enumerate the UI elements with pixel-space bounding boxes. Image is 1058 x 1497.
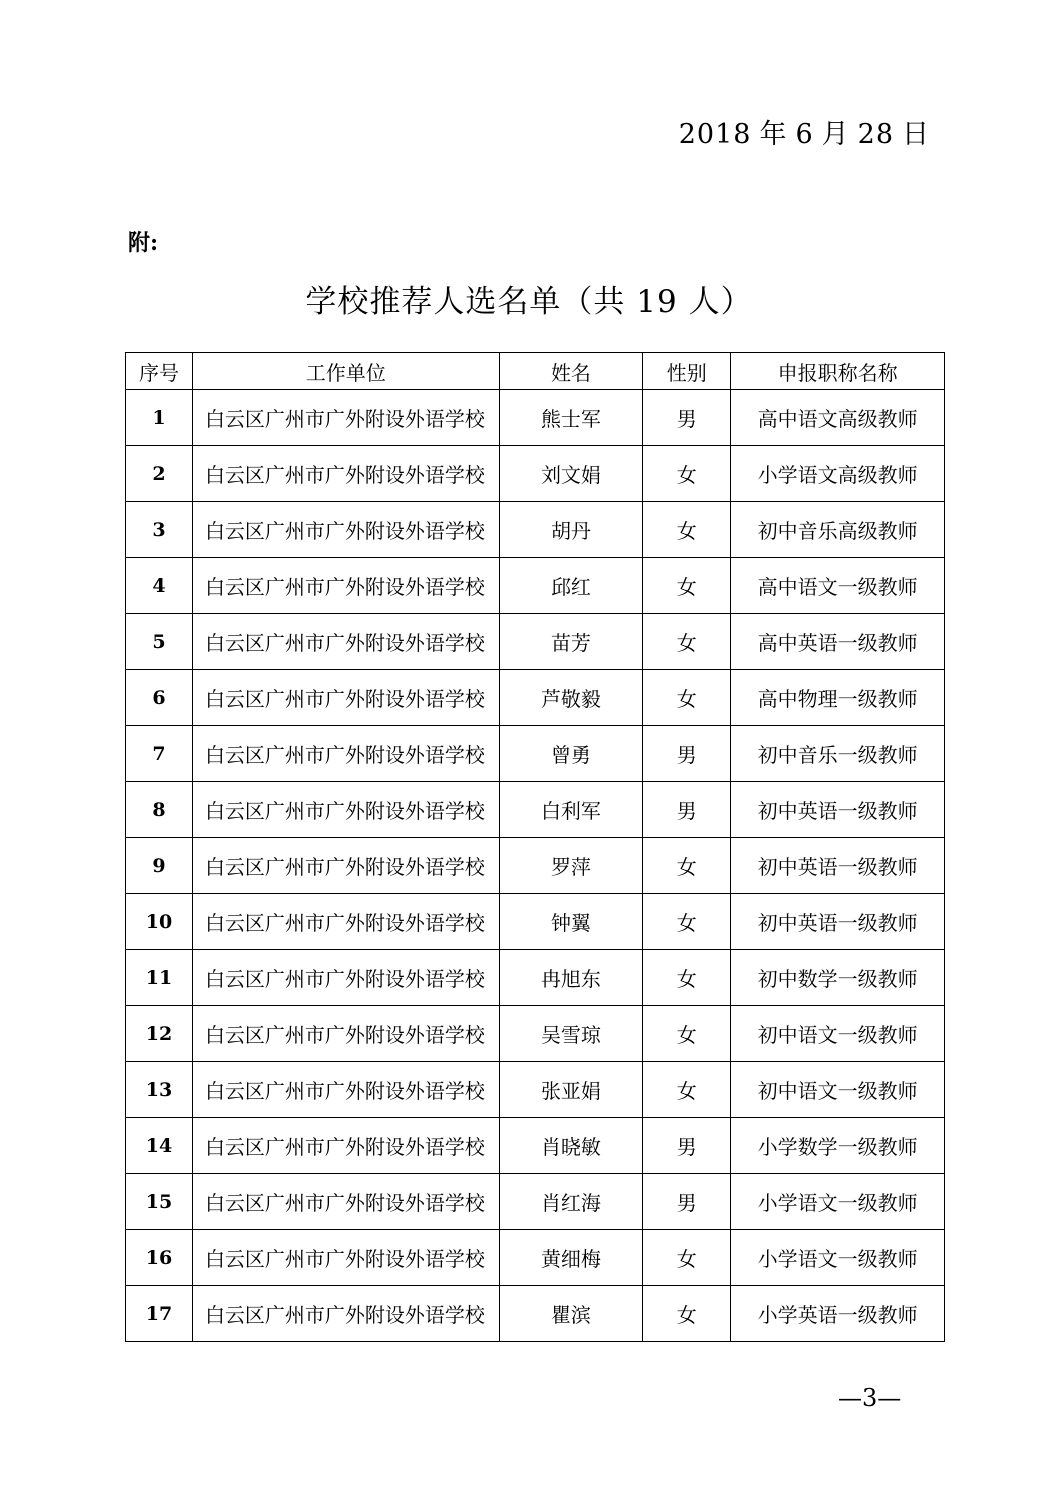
page-title: 学校推荐人选名单（共 19 人） (305, 284, 753, 320)
row-unit: 白云区广州市广外附设外语学校 (192, 782, 499, 838)
table-row (126, 894, 945, 950)
row-title: 高中语文高级教师 (731, 390, 945, 446)
row-title: 初中音乐一级教师 (731, 726, 945, 782)
row-index: 2 (126, 446, 193, 502)
row-index: 14 (126, 1118, 193, 1174)
attachment-label: 附: (128, 230, 159, 256)
row-gender: 女 (643, 950, 731, 1006)
row-unit: 白云区广州市广外附设外语学校 (192, 894, 499, 950)
date-month: 6 (795, 119, 814, 150)
row-index: 9 (126, 838, 193, 894)
table-row (126, 1174, 945, 1230)
row-name: 黄细梅 (499, 1230, 643, 1286)
table-row (126, 838, 945, 894)
table-row (126, 1062, 945, 1118)
row-name: 刘文娟 (499, 446, 643, 502)
row-gender: 男 (643, 390, 731, 446)
table-row (126, 1286, 945, 1342)
table-row (126, 614, 945, 670)
table-row (126, 1230, 945, 1286)
row-gender: 女 (643, 670, 731, 726)
table-row (126, 1006, 945, 1062)
row-gender: 男 (643, 1174, 731, 1230)
row-gender: 女 (643, 1230, 731, 1286)
table-row (126, 726, 945, 782)
header-unit: 工作单位 (192, 353, 499, 390)
table-row (126, 558, 945, 614)
row-index: 11 (126, 950, 193, 1006)
header-title: 申报职称名称 (731, 353, 945, 390)
row-title: 高中语文一级教师 (731, 558, 945, 614)
row-unit: 白云区广州市广外附设外语学校 (192, 1006, 499, 1062)
row-index: 17 (126, 1286, 193, 1342)
row-gender: 女 (643, 838, 731, 894)
row-index: 15 (126, 1174, 193, 1230)
row-title: 小学语文高级教师 (731, 446, 945, 502)
row-gender: 男 (643, 1118, 731, 1174)
header-name: 姓名 (499, 353, 643, 390)
row-index: 16 (126, 1230, 193, 1286)
row-name: 钟翼 (499, 894, 643, 950)
row-title: 高中物理一级教师 (731, 670, 945, 726)
row-title: 高中英语一级教师 (731, 614, 945, 670)
row-gender: 男 (643, 782, 731, 838)
table-row (126, 390, 945, 446)
row-name: 胡丹 (499, 502, 643, 558)
row-index: 4 (126, 558, 193, 614)
row-name: 芦敬毅 (499, 670, 643, 726)
row-index: 10 (126, 894, 193, 950)
row-index: 6 (126, 670, 193, 726)
row-index: 3 (126, 502, 193, 558)
row-gender: 女 (643, 1062, 731, 1118)
row-unit: 白云区广州市广外附设外语学校 (192, 670, 499, 726)
row-gender: 女 (643, 1006, 731, 1062)
row-gender: 女 (643, 614, 731, 670)
row-gender: 女 (643, 894, 731, 950)
row-name: 熊士军 (499, 390, 643, 446)
row-unit: 白云区广州市广外附设外语学校 (192, 390, 499, 446)
date-year-unit: 年 (759, 119, 788, 150)
row-index: 1 (126, 390, 193, 446)
row-gender: 女 (643, 1286, 731, 1342)
row-unit: 白云区广州市广外附设外语学校 (192, 1230, 499, 1286)
date-month-unit: 月 (821, 119, 850, 150)
row-name: 冉旭东 (499, 950, 643, 1006)
row-unit: 白云区广州市广外附设外语学校 (192, 838, 499, 894)
row-unit: 白云区广州市广外附设外语学校 (192, 1286, 499, 1342)
row-index: 13 (126, 1062, 193, 1118)
row-gender: 女 (643, 502, 731, 558)
row-gender: 女 (643, 446, 731, 502)
row-name: 白利军 (499, 782, 643, 838)
row-unit: 白云区广州市广外附设外语学校 (192, 1118, 499, 1174)
row-title: 初中语文一级教师 (731, 1062, 945, 1118)
row-gender: 女 (643, 558, 731, 614)
date-day: 28 (857, 119, 894, 150)
page-number: —3— (838, 1384, 902, 1412)
row-title: 初中语文一级教师 (731, 1006, 945, 1062)
row-title: 小学语文一级教师 (731, 1230, 945, 1286)
row-index: 12 (126, 1006, 193, 1062)
row-unit: 白云区广州市广外附设外语学校 (192, 614, 499, 670)
row-unit: 白云区广州市广外附设外语学校 (192, 950, 499, 1006)
table-header-row (126, 353, 945, 390)
row-index: 5 (126, 614, 193, 670)
row-index: 7 (126, 726, 193, 782)
row-name: 吴雪琼 (499, 1006, 643, 1062)
row-name: 肖红海 (499, 1174, 643, 1230)
row-unit: 白云区广州市广外附设外语学校 (192, 446, 499, 502)
table-row (126, 670, 945, 726)
row-unit: 白云区广州市广外附设外语学校 (192, 1174, 499, 1230)
row-title: 小学数学一级教师 (731, 1118, 945, 1174)
candidate-table (125, 352, 945, 1342)
row-unit: 白云区广州市广外附设外语学校 (192, 1062, 499, 1118)
header-index: 序号 (126, 353, 193, 390)
row-name: 曾勇 (499, 726, 643, 782)
row-index: 8 (126, 782, 193, 838)
table-body (126, 390, 945, 1342)
table-row (126, 950, 945, 1006)
row-name: 肖晓敏 (499, 1118, 643, 1174)
row-gender: 男 (643, 726, 731, 782)
row-title: 初中数学一级教师 (731, 950, 945, 1006)
row-title: 初中英语一级教师 (731, 782, 945, 838)
table-row (126, 502, 945, 558)
row-title: 初中音乐高级教师 (731, 502, 945, 558)
table-row (126, 782, 945, 838)
row-name: 苗芳 (499, 614, 643, 670)
table-row (126, 1118, 945, 1174)
row-name: 罗萍 (499, 838, 643, 894)
row-name: 张亚娟 (499, 1062, 643, 1118)
header-gender: 性别 (643, 353, 731, 390)
document-date (671, 112, 930, 151)
row-title: 小学英语一级教师 (731, 1286, 945, 1342)
table-row (126, 446, 945, 502)
date-day-unit: 日 (902, 119, 930, 150)
row-unit: 白云区广州市广外附设外语学校 (192, 502, 499, 558)
row-unit: 白云区广州市广外附设外语学校 (192, 558, 499, 614)
row-unit: 白云区广州市广外附设外语学校 (192, 726, 499, 782)
row-name: 瞿滨 (499, 1286, 643, 1342)
row-title: 初中英语一级教师 (731, 838, 945, 894)
row-name: 邱红 (499, 558, 643, 614)
row-title: 初中英语一级教师 (731, 894, 945, 950)
date-year: 2018 (678, 119, 752, 150)
row-title: 小学语文一级教师 (731, 1174, 945, 1230)
